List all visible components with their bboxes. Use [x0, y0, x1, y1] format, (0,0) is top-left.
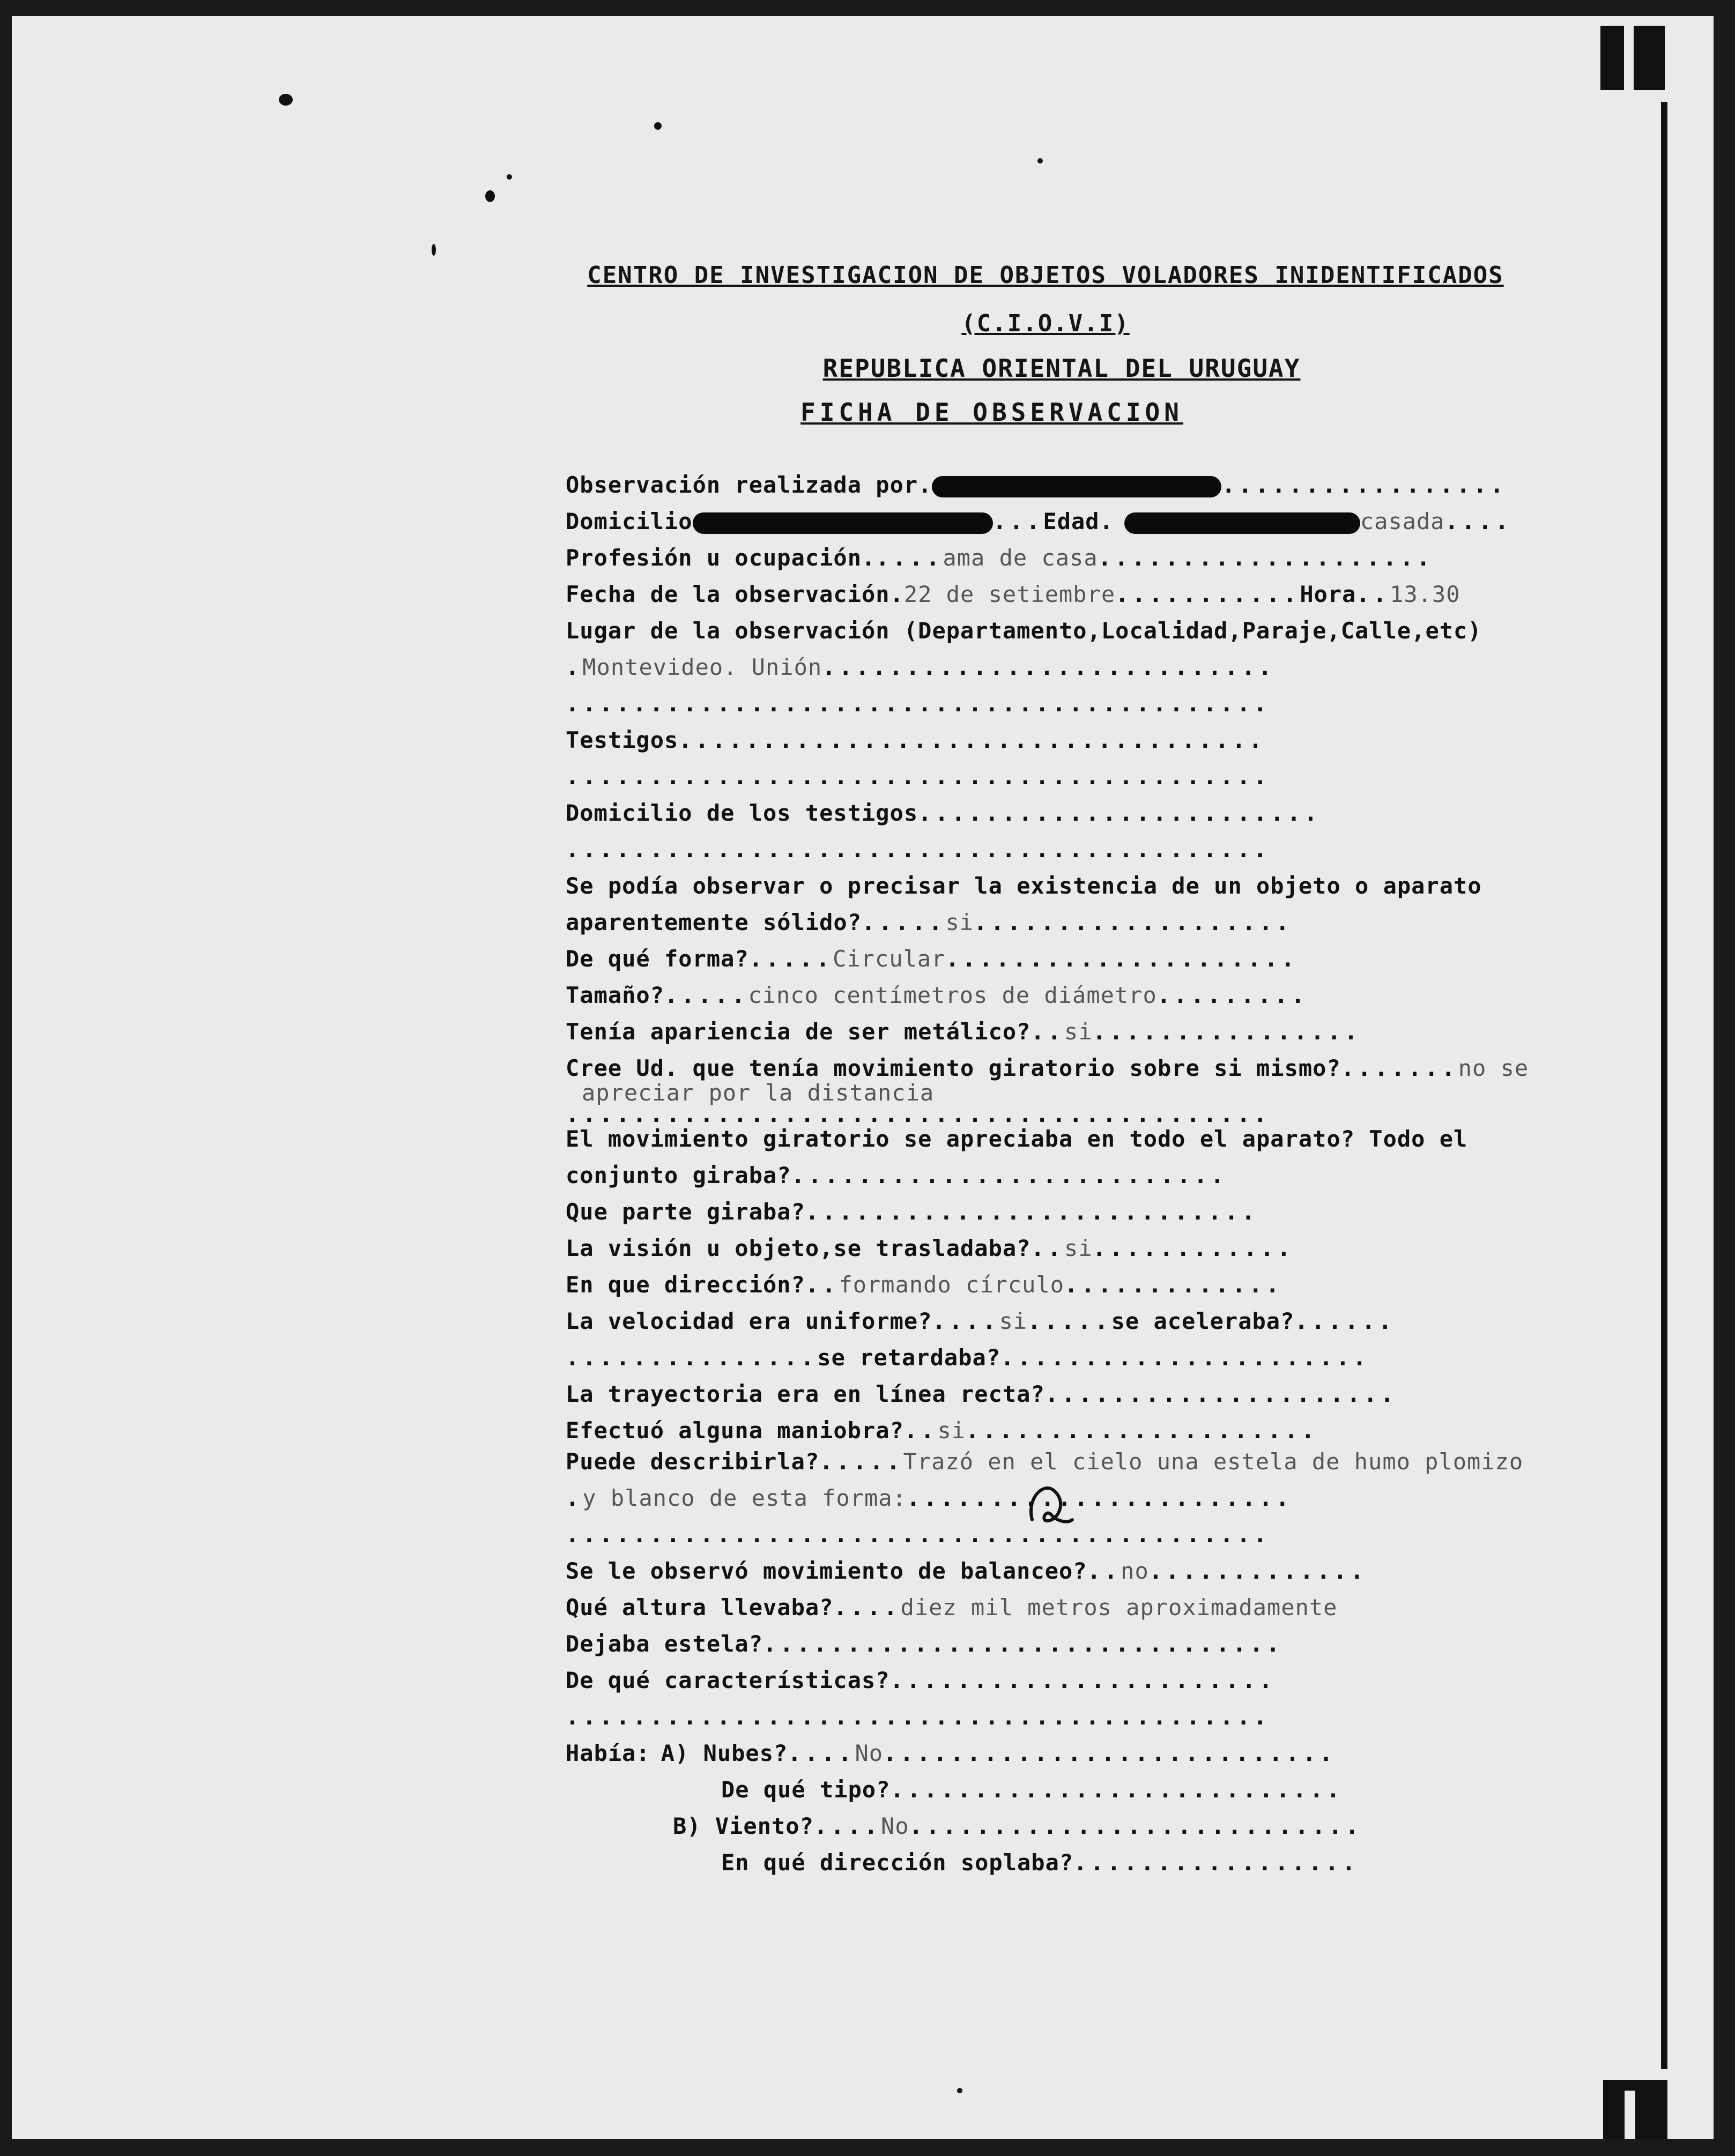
- translation-value: si: [1064, 1235, 1093, 1261]
- age-redaction: [1124, 512, 1360, 534]
- object-question-label-1: Se podía observar o precisar la existencia de un objeto o aparato: [566, 873, 1482, 899]
- scan-speck: [279, 94, 293, 106]
- witnesses-line: Testigos...................................: [566, 727, 1266, 753]
- metallic-value: si: [1064, 1018, 1093, 1045]
- scan-speck: [1037, 158, 1043, 163]
- date-value: 22 de setiembre: [903, 581, 1116, 607]
- organization-acronym: (C.I.O.V.I): [961, 310, 1130, 337]
- blank-dotted-line: ..........................................: [566, 1521, 1271, 1548]
- whole-rotation-line-2: conjunto giraba?..........................: [566, 1162, 1228, 1188]
- place-value-line: .Montevideo. Unión...........................: [566, 654, 1275, 680]
- sway-label: Se le observó movimiento de balanceo?: [566, 1558, 1087, 1584]
- rotating-part-label: Que parte giraba?: [566, 1199, 805, 1225]
- maneuver-label: Efectuó alguna maniobra?: [566, 1417, 904, 1444]
- slowing-line: ...............se retardaba?......................: [566, 1344, 1370, 1371]
- observer-name-redaction: [932, 476, 1221, 497]
- witnesses-label: Testigos: [566, 727, 679, 753]
- describe-value-2: y blanco de esta forma:: [582, 1485, 907, 1511]
- characteristics-line: De qué características?.......................: [566, 1667, 1276, 1693]
- speed-line: La velocidad era uniforme?....si.....se aceleraba?......: [566, 1308, 1396, 1334]
- blank-dotted-line: ..........................................: [566, 1704, 1271, 1730]
- wind-direction-label: En qué dirección soplaba?: [721, 1849, 1074, 1876]
- altitude-line: Qué altura llevaba?....diez mil metros aproximadamente: [566, 1594, 1338, 1620]
- metallic-line: Tenía apariencia de ser metálico?..si................: [566, 1018, 1361, 1045]
- scan-border-bottom: [0, 2139, 1735, 2156]
- speed-label: La velocidad era uniforme?: [566, 1308, 932, 1334]
- form-title: FICHA DE OBSERVACION: [800, 398, 1183, 427]
- scan-speck: [654, 122, 662, 130]
- characteristics-label: De qué características?: [566, 1667, 890, 1693]
- country-title: REPUBLICA ORIENTAL DEL URUGUAY: [822, 354, 1301, 383]
- time-label: Hora: [1300, 581, 1356, 607]
- date-line: Fecha de la observación.22 de setiembre...........Hora..13.30: [566, 581, 1460, 607]
- wind-label: B) Viento?: [673, 1813, 814, 1839]
- translation-label: La visión u objeto,se trasladaba?: [566, 1235, 1031, 1261]
- shape-line: De qué forma?.....Circular.....................: [566, 946, 1298, 972]
- scan-border-left: [0, 0, 12, 2156]
- speed-value: si: [999, 1308, 1028, 1334]
- describe-label: Puede describirla?: [566, 1448, 820, 1475]
- wind-direction-line: En qué dirección soplaba?.................: [721, 1849, 1359, 1876]
- size-line: Tamaño?.....cinco centímetros de diámetro.........: [566, 982, 1308, 1008]
- trajectory-label: La trayectoria era en línea recta?: [566, 1381, 1045, 1407]
- binder-clip-top: [1600, 26, 1665, 90]
- direction-line: En que dirección?..formando círculo.............: [566, 1272, 1282, 1298]
- observer-line: Observación realizada por. .................: [566, 472, 1507, 498]
- trail-label: Dejaba estela?: [566, 1631, 763, 1657]
- describe-value-1: Trazó en el cielo una estela de humo plomizo: [903, 1448, 1524, 1475]
- blank-dotted-line: ..........................................: [566, 836, 1271, 863]
- scan-border-top: [0, 0, 1735, 16]
- describe-continuation-line: .y blanco de esta forma:.......................: [566, 1485, 1293, 1511]
- scan-border-right: [1714, 0, 1735, 2156]
- page-edge-rule: [1661, 102, 1667, 2069]
- metallic-label: Tenía apariencia de ser metálico?: [566, 1018, 1031, 1045]
- object-question-label-2: aparentemente sólido?: [566, 909, 862, 935]
- cloud-type-line: De qué tipo?...........................: [721, 1776, 1344, 1803]
- address-label: Domicilio: [566, 508, 693, 534]
- blank-dotted-line: ..........................................: [566, 763, 1271, 790]
- wind-value: No: [881, 1813, 909, 1839]
- altitude-value: diez mil metros aproximadamente: [900, 1594, 1338, 1620]
- clouds-line: Había: A) Nubes?....No...........................: [566, 1740, 1336, 1766]
- place-value: Montevideo. Unión: [582, 654, 822, 680]
- shape-label: De qué forma?: [566, 946, 749, 972]
- direction-value: formando círculo: [839, 1272, 1065, 1298]
- occupation-line: Profesión u ocupación.....ama de casa....................: [566, 545, 1434, 571]
- address-line: Domicilio ...Edad. casada....: [566, 508, 1512, 534]
- object-question-line-2: aparentemente sólido?.....si...................: [566, 909, 1293, 935]
- scan-speck: [957, 2088, 962, 2093]
- occupation-value: ama de casa: [943, 545, 1098, 571]
- rotation-line: Cree Ud. que tenía movimiento giratorio sobre si mismo?.......no se: [566, 1055, 1529, 1081]
- maneuver-line: Efectuó alguna maniobra?..si.....................: [566, 1417, 1318, 1444]
- whole-rotation-line-1: [566, 1126, 1574, 1159]
- age-label: Edad.: [1043, 508, 1114, 534]
- date-label: Fecha de la observación.: [566, 581, 904, 607]
- witnesses-address-line: Domicilio de los testigos........................: [566, 800, 1321, 826]
- address-redaction: [693, 512, 993, 534]
- place-label: Lugar de la observación (Departamento,Localidad,Paraje,Calle,etc): [566, 618, 1482, 644]
- scan-speck: [507, 174, 512, 180]
- rotation-value: no se: [1458, 1055, 1529, 1081]
- maneuver-value: si: [937, 1417, 966, 1444]
- clouds-label: A) Nubes?: [661, 1740, 788, 1766]
- translation-line: La visión u objeto,se trasladaba?..si............: [566, 1235, 1294, 1261]
- rotation-label: Cree Ud. que tenía movimiento giratorio sobre si mismo?: [566, 1055, 1341, 1081]
- whole-rotation-label-2: conjunto giraba?: [566, 1162, 791, 1188]
- wind-line: B) Viento?....No...........................: [673, 1813, 1362, 1839]
- sway-line: Se le observó movimiento de balanceo?..no.............: [566, 1558, 1367, 1584]
- scan-speck: [432, 244, 436, 256]
- marital-status-value: casada: [1360, 508, 1445, 534]
- occupation-label: Profesión u ocupación.: [566, 545, 876, 571]
- time-value: 13.30: [1390, 581, 1460, 607]
- size-value: cinco centímetros de diámetro: [748, 982, 1157, 1008]
- binder-clip-bottom: [1603, 2080, 1667, 2139]
- shape-value: Circular: [833, 946, 946, 972]
- organization-title: CENTRO DE INVESTIGACION DE OBJETOS VOLADORES INIDENTIFICADOS: [587, 262, 1504, 289]
- accelerating-label: se aceleraba?: [1111, 1308, 1295, 1334]
- describe-line: Puede describirla?.....Trazó en el cielo una estela de humo plomizo: [566, 1448, 1524, 1475]
- rotation-value-2: apreciar por la distancia: [582, 1080, 935, 1106]
- object-question-line-1: [566, 873, 1574, 906]
- conditions-label: Había:: [566, 1740, 650, 1766]
- trajectory-line: La trayectoria era en línea recta?.....................: [566, 1381, 1397, 1407]
- place-label-line: [566, 618, 1574, 651]
- altitude-label: Qué altura llevaba?: [566, 1594, 834, 1620]
- direction-label: En que dirección?: [566, 1272, 805, 1298]
- object-value: si: [945, 909, 974, 935]
- rotating-part-line: Que parte giraba?...........................: [566, 1199, 1258, 1225]
- blank-dotted-line: ..........................................: [566, 1101, 1271, 1127]
- slowing-label: se retardaba?: [817, 1344, 1001, 1371]
- trail-line: Dejaba estela?...............................: [566, 1631, 1283, 1657]
- witnesses-address-label: Domicilio de los testigos: [566, 800, 918, 826]
- sway-value: no: [1121, 1558, 1149, 1584]
- observer-label: Observación realizada por.: [566, 472, 932, 498]
- blank-dotted-line: ..........................................: [566, 690, 1271, 717]
- scan-speck: [485, 190, 495, 202]
- whole-rotation-label-1: El movimiento giratorio se apreciaba en todo el aparato? Todo el: [566, 1126, 1468, 1152]
- clouds-value: No: [855, 1740, 884, 1766]
- cloud-type-label: De qué tipo?: [721, 1776, 891, 1803]
- size-label: Tamaño?: [566, 982, 665, 1008]
